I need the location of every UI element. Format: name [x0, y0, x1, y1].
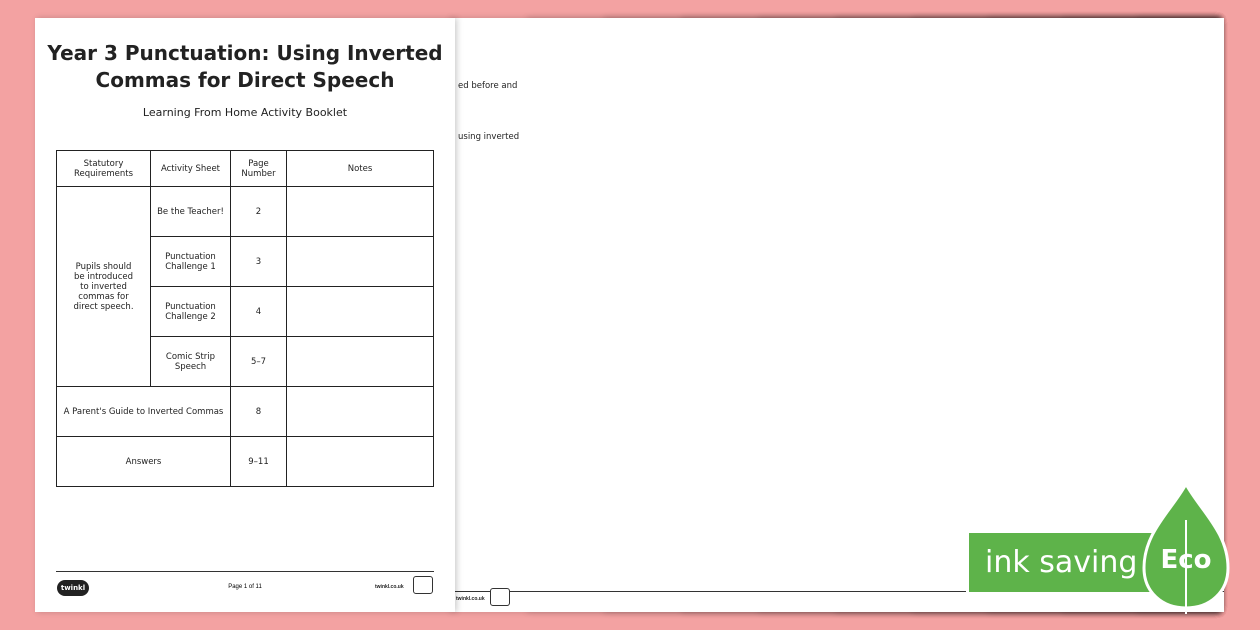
activity-sheet: Punctuation Challenge 1	[151, 237, 231, 287]
booklet-page-2	[453, 18, 1224, 612]
contents-table	[56, 150, 434, 487]
notes-cell	[287, 387, 434, 437]
eco-label: Eco	[1160, 545, 1212, 575]
page-number: 4	[231, 287, 287, 337]
page-number: 9–11	[231, 437, 287, 487]
column-header: Page Number	[231, 151, 287, 187]
notes-cell	[287, 287, 434, 337]
statutory-requirement: Pupils should be introduced to inverted commas for direct speech.	[57, 187, 151, 387]
activity-sheet: Punctuation Challenge 2	[151, 287, 231, 337]
notes-cell	[287, 337, 434, 387]
page-number: 3	[231, 237, 287, 287]
booklet-subtitle: Learning From Home Activity Booklet	[142, 106, 348, 119]
booklet-preview	[35, 18, 1223, 612]
column-header: Notes	[287, 151, 434, 187]
column-header: Activity Sheet	[151, 151, 231, 187]
booklet-title: Year 3 Punctuation: Using Inverted Commas for Direct Speech	[47, 41, 443, 92]
twinkl-logo: twinkl	[57, 580, 89, 596]
activity-sheet: Comic Strip Speech	[151, 337, 231, 387]
page-number-label: Page 1 of 11	[228, 584, 262, 590]
table-header-row	[57, 151, 434, 187]
page-text: using inverted	[458, 132, 520, 142]
page-text: ed before and	[458, 81, 518, 91]
notes-cell	[287, 437, 434, 487]
page-number: 2	[231, 187, 287, 237]
table-row	[57, 437, 434, 487]
notes-cell	[287, 237, 434, 287]
activity-sheet: A Parent's Guide to Inverted Commas	[57, 387, 231, 437]
table-row	[57, 387, 434, 437]
notes-cell	[287, 187, 434, 237]
activity-sheet: Be the Teacher!	[151, 187, 231, 237]
table-row	[57, 187, 434, 237]
footer-site: twinkl.co.uk	[456, 596, 485, 602]
page-number: 5–7	[231, 337, 287, 387]
activity-sheet: Answers	[57, 437, 231, 487]
page-number: 8	[231, 387, 287, 437]
footer-site: twinkl.co.uk	[375, 584, 404, 590]
column-header: Statutory Requirements	[57, 151, 151, 187]
ink-saving-banner: ink saving	[966, 530, 1162, 595]
booklet-cover-page	[35, 18, 455, 612]
